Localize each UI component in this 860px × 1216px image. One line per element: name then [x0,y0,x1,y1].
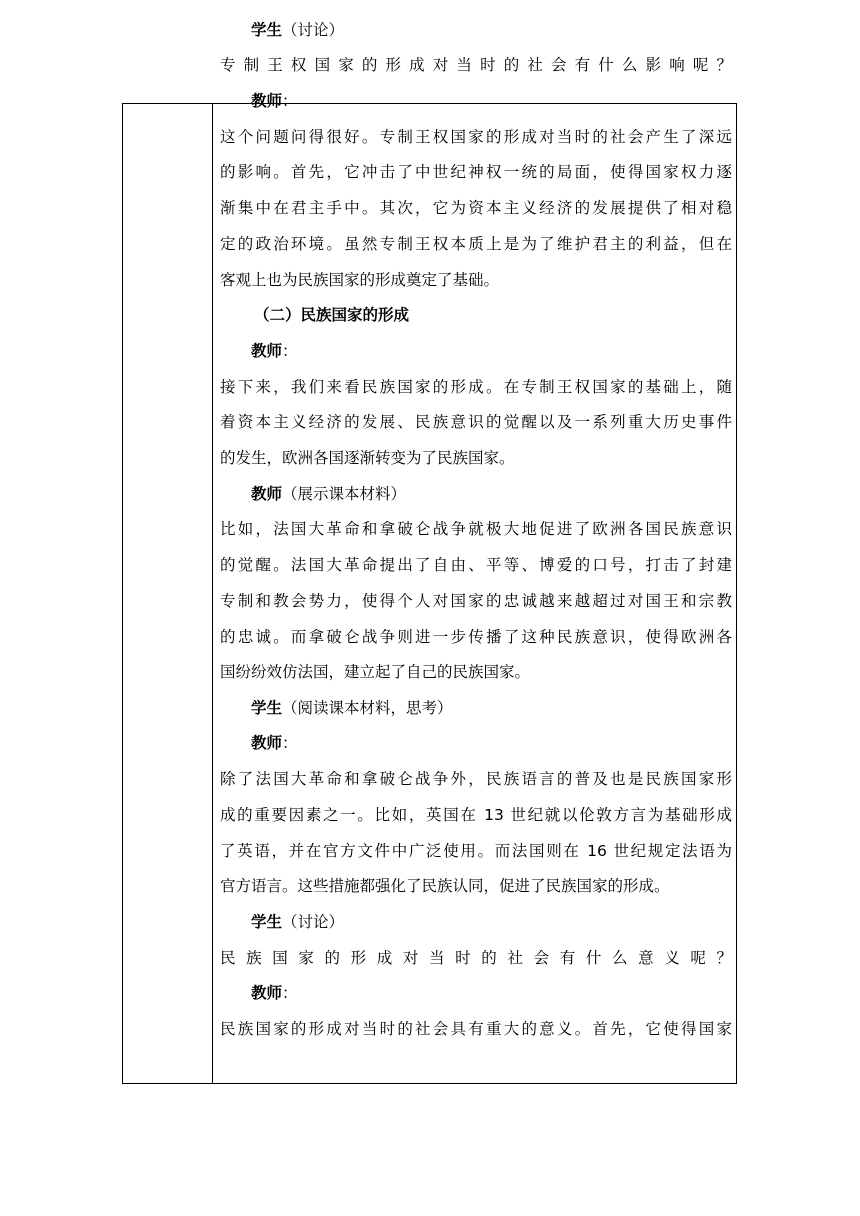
speaker-note: ： [282,92,298,110]
lesson-table [122,21,737,1084]
paragraph-line: 着资本主义经济的发展、民族意识的觉醒以及一系列重大历史事件 [220,413,732,431]
speaker-name: 教师 [251,92,283,110]
speaker-name: 教师 [251,485,283,503]
paragraph-line: 比如，法国大革命和拿破仑战争就极大地促进了欧洲各国民族意识 [220,520,732,538]
paragraph-line: 民族国家的形成对当时的社会有什么意义呢？ [220,949,732,967]
paragraph-line: 的发生，欧洲各国逐渐转变为了民族国家。 [220,449,515,467]
speaker-name: 教师 [251,342,283,360]
paragraph-line: 的觉醒。法国大革命提出了自由、平等、博爱的口号，打击了封建 [220,556,732,574]
speaker-note: （讨论） [282,21,345,39]
paragraph-line: 民族国家的形成对当时的社会具有重大的意义。首先，它使得国家 [220,1020,732,1038]
speaker-line [220,341,732,361]
speaker-line [220,983,732,1003]
speaker-name: 学生 [251,699,283,717]
column-divider [212,104,213,1083]
paragraph-line: 渐集中在君主手中。其次，它为资本主义经济的发展提供了相对稳 [220,199,732,217]
speaker-name: 学生 [251,21,283,39]
paragraph-line: 定的政治环境。虽然专制王权本质上是为了维护君主的利益，但在 [220,235,732,253]
speaker-line [220,912,732,932]
speaker-note: ： [282,734,298,752]
paragraph-line: 专制和教会势力，使得个人对国家的忠诚越来越超过对国王和宗教 [220,592,732,610]
section-heading: （二）民族国家的形成 [254,306,410,324]
speaker-line [220,733,732,753]
speaker-name: 教师 [251,734,283,752]
speaker-name: 学生 [251,913,283,931]
speaker-name: 教师 [251,984,283,1002]
speaker-note: ： [282,342,298,360]
paragraph-line: 了英语，并在官方文件中广泛使用。而法国则在 16 世纪规定法语为 [220,842,732,860]
speaker-line [220,698,732,718]
paragraph-line: 成的重要因素之一。比如，英国在 13 世纪就以伦敦方言为基础形成 [220,806,732,824]
paragraph-line: 客观上也为民族国家的形成奠定了基础。 [220,271,500,289]
speaker-line [220,484,732,504]
speaker-line [220,20,732,40]
speaker-note: （讨论） [282,913,345,931]
paragraph-line: 国纷纷效仿法国，建立起了自己的民族国家。 [220,663,531,681]
paragraph-line: 专制王权国家的形成对当时的社会有什么影响呢？ [220,56,732,74]
speaker-note: ： [282,984,298,1002]
speaker-line [220,91,732,111]
paragraph-line: 的忠诚。而拿破仑战争则进一步传播了这种民族意识，使得欧洲各 [220,628,732,646]
paragraph-line: 官方语言。这些措施都强化了民族认同，促进了民族国家的形成。 [220,877,670,895]
paragraph-line: 的影响。首先，它冲击了中世纪神权一统的局面，使得国家权力逐 [220,163,732,181]
speaker-note: （阅读课本材料，思考） [282,699,453,717]
speaker-note: （展示课本材料） [282,485,407,503]
paragraph-line: 除了法国大革命和拿破仑战争外，民族语言的普及也是民族国家形 [220,770,732,788]
paragraph-line: 接下来，我们来看民族国家的形成。在专制王权国家的基础上，随 [220,378,732,396]
paragraph-line: 这个问题问得很好。专制王权国家的形成对当时的社会产生了深远 [220,128,732,146]
lesson-content-cell [220,21,732,1083]
